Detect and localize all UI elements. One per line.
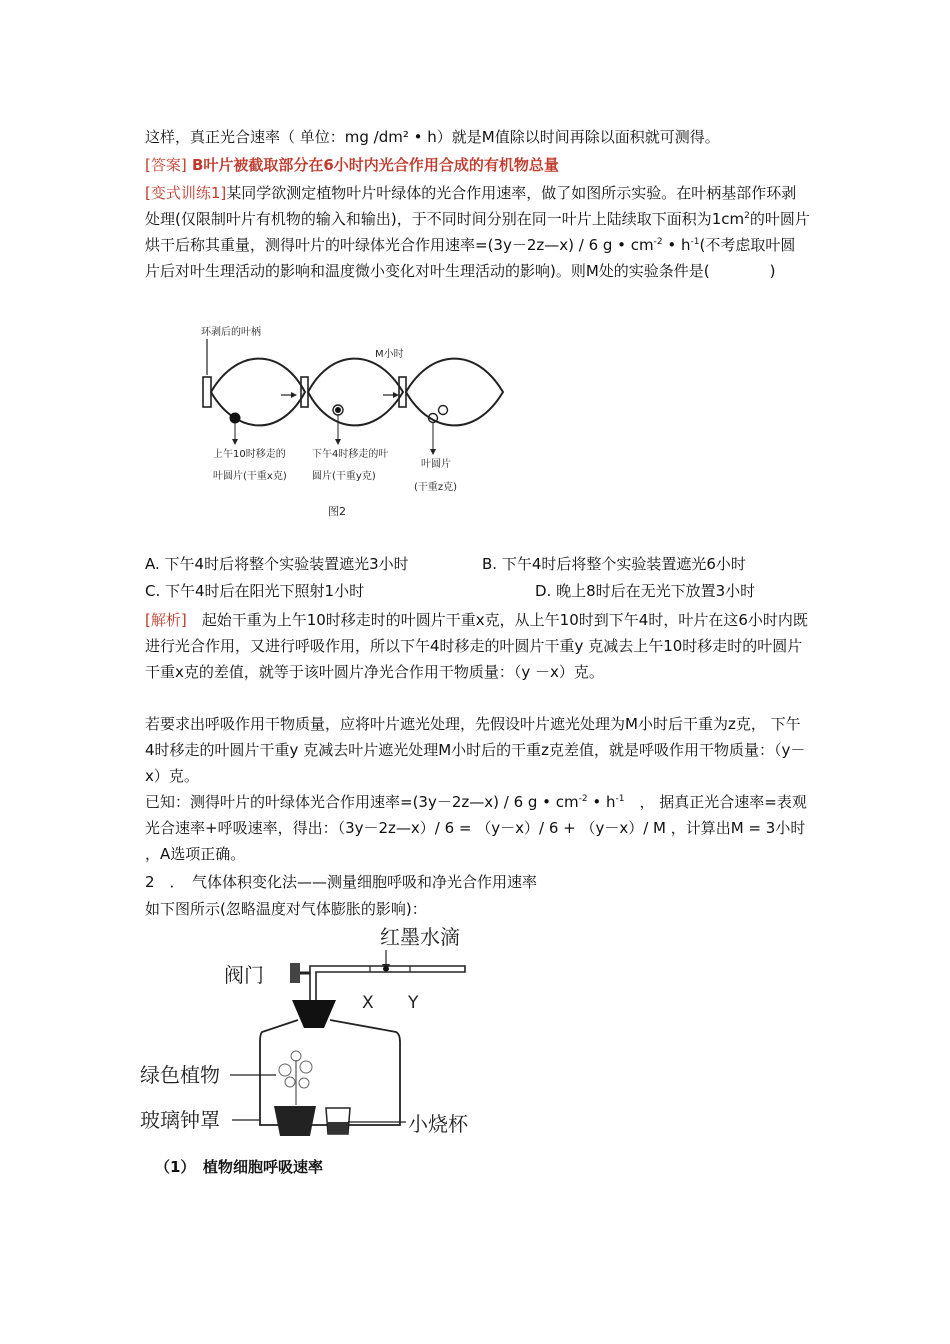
answer-tag: [答案] bbox=[145, 156, 187, 174]
ink-drop bbox=[383, 967, 389, 972]
label-girdled-petiole: 环剥后的叶柄 bbox=[201, 327, 261, 338]
caption-leaf-3-line-2: (干重z克) bbox=[414, 482, 458, 493]
exercise-tag: [变式训练1] bbox=[145, 184, 227, 202]
caption-leaf-2-line-1: 下午4时移走的叶 bbox=[312, 449, 389, 460]
caption-leaf-3-line-1: 叶圆片 bbox=[421, 459, 451, 470]
green-plant bbox=[279, 1051, 312, 1105]
analysis-text: • h bbox=[587, 793, 616, 811]
label-x: X bbox=[362, 993, 374, 1013]
label-m-hours: M小时 bbox=[375, 349, 404, 360]
superscript: 2 bbox=[744, 211, 750, 221]
leaf-experiment-figure bbox=[195, 315, 525, 530]
option-c: C. 下午4时后在阳光下照射1小时 bbox=[145, 582, 365, 600]
superscript: -1 bbox=[615, 794, 625, 804]
analysis-text: ， 据真正光合速率=表观光合速率+呼吸速率，得出：（3y－2z—x）/ 6 = （y－x）/ 6 + （y－x）/ M ，计算出M = 3小时 ，A选项正确。 bbox=[145, 793, 807, 863]
plant-pot bbox=[274, 1106, 316, 1136]
leaf-1 bbox=[203, 359, 305, 445]
section-2-heading: 2 ． 气体体积变化法——测量细胞呼吸和净光合作用速率 bbox=[145, 873, 538, 891]
label-valve: 阀门 bbox=[224, 963, 264, 987]
analysis-paragraph-3 bbox=[145, 789, 810, 867]
label-y: Y bbox=[408, 993, 419, 1013]
leaf-2 bbox=[301, 359, 403, 445]
label-green-plant: 绿色植物 bbox=[140, 1063, 220, 1087]
label-red-ink-drop: 红墨水滴 bbox=[380, 925, 460, 949]
bell-jar-figure bbox=[140, 920, 480, 1150]
intro-line: 这样，真正光合速率（ 单位：mg /dm² • h）就是M值除以时间再除以面积就可测得。 bbox=[145, 128, 720, 146]
superscript: -1 bbox=[690, 237, 700, 247]
answer-text: B叶片被截取部分在6小时内光合作用合成的有机物总量 bbox=[186, 156, 559, 174]
section-2-intro: 如下图所示(忽略温度对气体膨胀的影响)： bbox=[145, 900, 427, 918]
glass-tube bbox=[310, 966, 465, 1002]
leaf-3 bbox=[399, 359, 503, 455]
analysis-text: 起始干重为上午10时移走时的叶圆片干重x克，从上午10时到下午4时，叶片在这6小时内既进行光合作用，又进行呼吸作用，所以下午4时移走的叶圆片干重y 克减去上午10时移走时的叶圆片干重x克的差值，就等于该叶圆片净光合作用干物质量：（y －x）克。 bbox=[145, 611, 808, 681]
caption-leaf-2-line-2: 圆片(干重y克) bbox=[312, 471, 376, 482]
superscript: -2 bbox=[578, 794, 588, 804]
option-d: D. 晚上8时后在无光下放置3小时 bbox=[535, 582, 756, 600]
analysis-text: 已知：测得叶片的叶绿体光合作用速率=(3y－2z—x) / 6 g • cm bbox=[145, 793, 579, 811]
rubber-stopper bbox=[292, 1000, 336, 1028]
exercise-text: (不考虑取叶圆片后对叶生理活动的影响和温度微小变化对叶生理活动的影响)。则M处的实验条件是( ) bbox=[145, 236, 796, 280]
analysis-paragraph-2: 若要求出呼吸作用干物质量，应将叶片遮光处理，先假设叶片遮光处理为M小时后干重为z克， 下午4时移走的叶圆片干重y 克减去叶片遮光处理M小时后的干重z克差值，就是呼吸作用干物质量：（y－x）克。 bbox=[145, 715, 806, 785]
option-a: A. 下午4时后将整个实验装置遮光3小时 bbox=[145, 555, 409, 573]
subheading-respiration: （1） 植物细胞呼吸速率 bbox=[155, 1158, 323, 1176]
option-b: B. 下午4时后将整个实验装置遮光6小时 bbox=[482, 555, 746, 573]
analysis-paragraph-1 bbox=[145, 607, 810, 685]
exercise-paragraph bbox=[145, 180, 810, 284]
answer-line bbox=[145, 152, 810, 178]
exercise-text: 的叶圆片烘干后称其重量，测得叶片的叶绿体光合作用速率=(3y－2z—x) / 6 g • cm bbox=[145, 210, 810, 254]
label-small-beaker: 小烧杯 bbox=[408, 1112, 468, 1136]
label-glass-bell: 玻璃钟罩 bbox=[140, 1108, 220, 1132]
figure-caption: 图2 bbox=[328, 505, 346, 518]
exercise-text: 某同学欲测定植物叶片叶绿体的光合作用速率，做了如图所示实验。在叶柄基部作环剥处理(仅限制叶片有机物的输入和输出)，于不同时间分别在同一叶片上陆续取下面积为1cm bbox=[145, 184, 797, 228]
leaf-disc-taken bbox=[230, 413, 241, 424]
exercise-text: • h bbox=[662, 236, 691, 254]
analysis-tag: [解析] bbox=[145, 611, 187, 629]
valve-icon bbox=[290, 963, 300, 983]
caption-leaf-1-line-1: 上午10时移走的 bbox=[213, 449, 286, 460]
caption-leaf-1-line-2: 叶圆片(干重x克) bbox=[213, 471, 287, 482]
superscript: -2 bbox=[653, 237, 663, 247]
